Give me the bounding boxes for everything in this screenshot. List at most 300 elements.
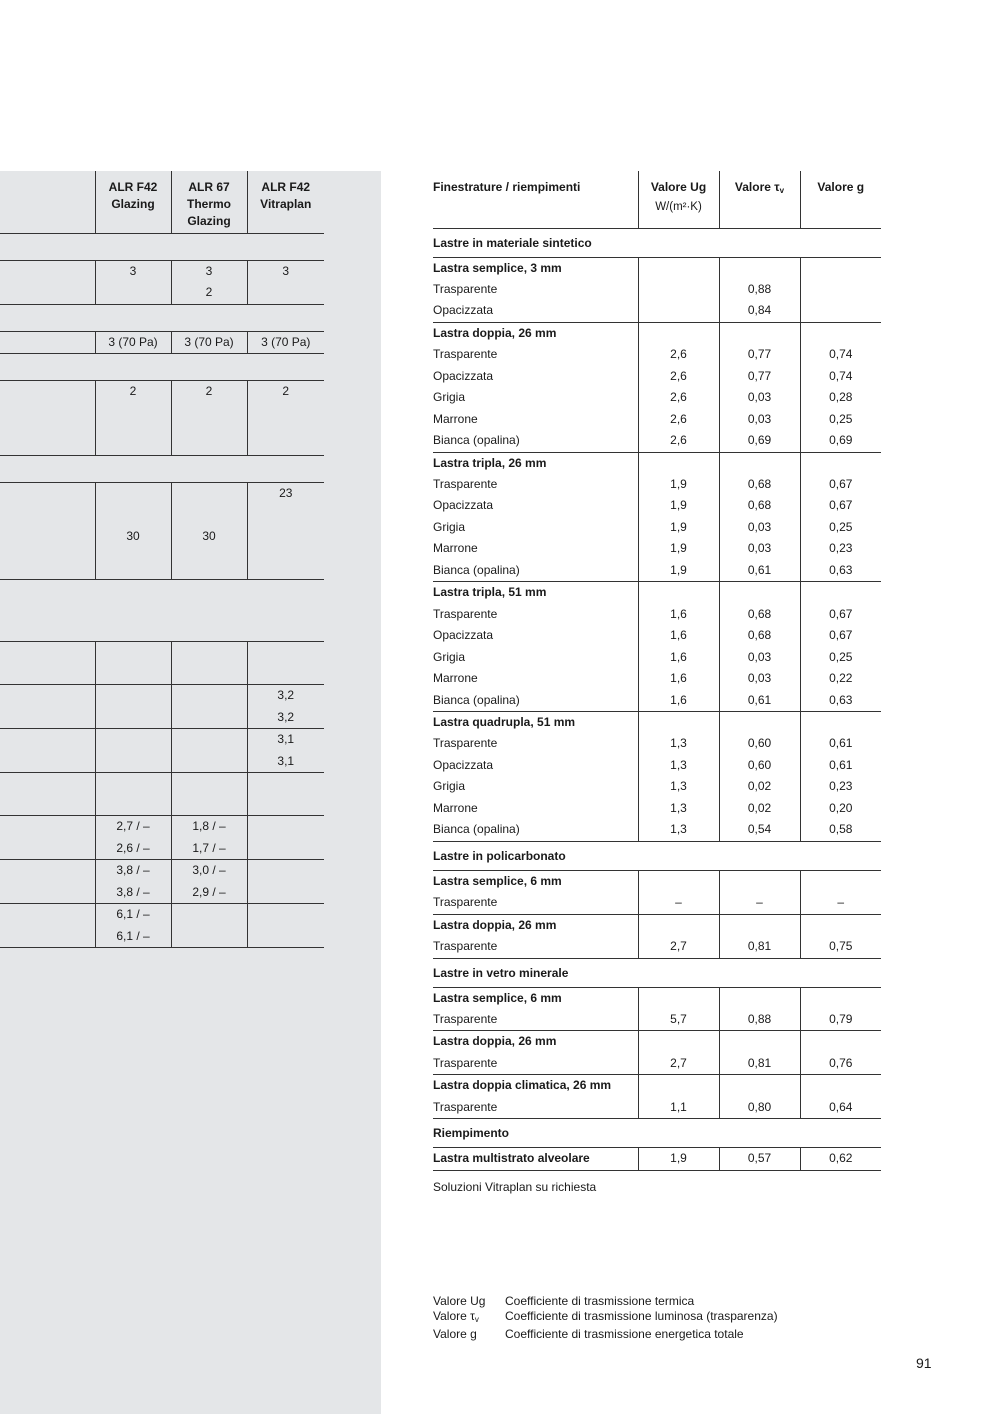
value-g: 0,74 <box>800 344 881 365</box>
left-value <box>248 816 325 838</box>
group-title: Lastra doppia, 26 mm <box>433 325 557 340</box>
empty-value-cell <box>800 1075 881 1097</box>
left-table-row <box>0 381 324 456</box>
empty-value-cell <box>719 452 800 474</box>
value-tv: 0,03 <box>719 668 800 689</box>
left-value-cell <box>95 685 171 729</box>
left-value: 3 (70 Pa) <box>108 334 158 349</box>
group-title: Lastra semplice, 3 mm <box>433 260 562 275</box>
left-value-cell <box>171 483 247 580</box>
value-tv: 0,88 <box>719 1009 800 1031</box>
table-row <box>433 819 881 841</box>
row-name: Marrone <box>433 800 478 815</box>
left-table-row <box>0 260 324 304</box>
left-value: 3,8 / – <box>116 863 150 877</box>
left-table-separator-row <box>0 456 324 483</box>
table-row <box>433 733 881 754</box>
footnote: Soluzioni Vitraplan su richiesta <box>433 1180 597 1194</box>
row-name: Marrone <box>433 411 478 426</box>
value-g: 0,63 <box>800 690 881 712</box>
left-value: 6,1 / – <box>116 928 150 943</box>
left-header-line: ALR F42 <box>261 180 311 194</box>
left-value-cell <box>95 331 171 354</box>
left-value: 3 <box>282 263 290 278</box>
value-g: 0,25 <box>800 409 881 430</box>
left-value-cell <box>247 904 324 948</box>
value-ug <box>638 300 719 322</box>
left-value-cell <box>171 685 247 729</box>
left-value-cell <box>95 381 171 456</box>
left-value-cell <box>247 685 324 729</box>
left-value <box>248 773 325 795</box>
left-label-cell <box>0 773 95 816</box>
header-tv-sub: v <box>779 186 785 195</box>
left-value: 1,8 / – <box>192 819 226 833</box>
left-table-separator-row <box>0 580 324 642</box>
row-name: Trasparente <box>433 347 498 362</box>
left-value: 3,1 <box>277 753 295 768</box>
row-name: Opacizzata <box>433 757 494 772</box>
group-title-row <box>433 1031 881 1053</box>
left-value <box>172 729 247 751</box>
table-row <box>433 279 881 300</box>
left-table-separator-row <box>0 304 324 331</box>
left-empty-cell <box>171 304 247 331</box>
row-name: Trasparente <box>433 606 498 621</box>
left-value-cell <box>171 260 247 304</box>
value-tv: 0,03 <box>719 387 800 408</box>
left-empty-cell <box>247 304 324 331</box>
left-value-cell <box>247 642 324 685</box>
empty-value-cell <box>719 257 800 279</box>
left-header-col-1 <box>95 171 171 233</box>
left-empty-cell <box>171 456 247 483</box>
section-title: Lastre in materiale sintetico <box>433 228 881 257</box>
header-ug-unit: W/(m²·K) <box>655 201 702 213</box>
empty-value-cell <box>800 1031 881 1053</box>
left-value <box>172 685 247 707</box>
empty-value-cell <box>800 914 881 936</box>
group-title: Lastra tripla, 26 mm <box>433 455 547 470</box>
legend-desc: Coefficiente di trasmissione luminosa (trasparenza) <box>505 1308 778 1323</box>
value-tv: 0,60 <box>719 755 800 776</box>
value-ug: – <box>638 892 719 914</box>
group-title: Lastra semplice, 6 mm <box>433 873 562 888</box>
table-row <box>433 936 881 958</box>
legend-row <box>433 1327 778 1342</box>
empty-value-cell <box>638 987 719 1009</box>
left-value-cell <box>95 904 171 948</box>
row-name: Trasparente <box>433 1097 638 1119</box>
table-row <box>433 1097 881 1119</box>
empty-value-cell <box>800 582 881 604</box>
legend-key <box>433 1309 505 1328</box>
left-empty-cell <box>95 580 171 642</box>
group-title: Lastra tripla, 51 mm <box>433 585 547 600</box>
header-glazing: Finestrature / riempimenti <box>433 171 638 228</box>
table-row <box>433 300 881 322</box>
left-value <box>172 483 247 505</box>
left-table-separator-row <box>0 354 324 381</box>
left-table-row <box>0 773 324 816</box>
left-header-line: Thermo <box>186 197 231 211</box>
group-title: Lastra multistrato alveolare <box>433 1148 638 1170</box>
left-value: 3,1 <box>277 732 295 746</box>
left-value: 23 <box>279 486 293 501</box>
value-g: 0,22 <box>800 668 881 689</box>
value-g: 0,67 <box>800 495 881 516</box>
empty-value-cell <box>638 452 719 474</box>
left-value <box>96 685 171 707</box>
empty-value-cell <box>800 257 881 279</box>
table-row <box>433 776 881 797</box>
group-title-row <box>433 914 881 936</box>
left-header-col-3 <box>247 171 324 233</box>
left-empty-cell <box>247 456 324 483</box>
value-ug: 1,3 <box>638 733 719 754</box>
left-value: 3,0 / – <box>192 863 226 877</box>
value-ug: 2,7 <box>638 936 719 958</box>
section-row <box>433 228 881 257</box>
empty-value-cell <box>638 1075 719 1097</box>
left-header-blank <box>0 171 95 233</box>
left-value <box>96 505 171 527</box>
value-g: – <box>800 892 881 914</box>
row-name: Bianca (opalina) <box>433 690 638 712</box>
legend-key <box>433 1327 505 1342</box>
glazing-values-table <box>433 171 881 1171</box>
row-name: Trasparente <box>433 477 498 492</box>
table-row <box>433 690 881 712</box>
empty-value-cell <box>719 712 800 734</box>
left-value: 3 (70 Pa) <box>261 334 311 349</box>
left-header-line: ALR F42 <box>108 180 158 194</box>
left-empty-cell <box>95 233 171 260</box>
left-label-cell <box>0 331 95 354</box>
table-row <box>433 625 881 646</box>
value-tv: 0,88 <box>719 279 800 300</box>
left-table-row <box>0 904 324 948</box>
value-tv: 0,03 <box>719 647 800 668</box>
value-g: 0,23 <box>800 538 881 559</box>
left-value-cell <box>95 260 171 304</box>
value-ug: 1,3 <box>638 755 719 776</box>
left-value-cell <box>247 483 324 580</box>
empty-value-cell <box>719 870 800 892</box>
section-title: Lastre in policarbonato <box>433 841 881 870</box>
left-header-line: Glazing <box>187 214 231 228</box>
value-tv: 0,68 <box>719 495 800 516</box>
left-label-cell <box>0 685 95 729</box>
empty-value-cell <box>800 452 881 474</box>
empty-value-cell <box>719 1075 800 1097</box>
empty-value-cell <box>638 582 719 604</box>
header-g: Valore g <box>800 171 881 228</box>
value-tv: 0,81 <box>719 1053 800 1075</box>
value-g: 0,67 <box>800 474 881 495</box>
row-name: Trasparente <box>433 892 638 914</box>
empty-value-cell <box>638 712 719 734</box>
row-name: Opacizzata <box>433 498 494 513</box>
value-g: 0,25 <box>800 647 881 668</box>
value-tv: 0,57 <box>719 1148 800 1170</box>
left-empty-cell <box>247 233 324 260</box>
left-table-row <box>0 483 324 580</box>
row-name: Trasparente <box>433 281 498 296</box>
table-row <box>433 892 881 914</box>
table-row <box>433 474 881 495</box>
value-g: 0,63 <box>800 560 881 582</box>
empty-value-cell <box>719 582 800 604</box>
left-table-row <box>0 860 324 904</box>
row-name: Opacizzata <box>433 628 494 643</box>
table-row <box>433 1053 881 1075</box>
row-name: Opacizzata <box>433 368 494 383</box>
left-value-cell <box>95 773 171 816</box>
group-title-row <box>433 322 881 344</box>
value-g: 0,79 <box>800 1009 881 1031</box>
left-label-cell <box>0 860 95 904</box>
legend-desc: Coefficiente di trasmissione termica <box>505 1294 695 1308</box>
left-value-cell <box>171 860 247 904</box>
left-empty-cell <box>0 233 95 260</box>
row-name: Grigia <box>433 390 466 405</box>
value-g: 0,62 <box>800 1148 881 1170</box>
legend-key-text: Valore τ <box>433 1308 475 1323</box>
table-row <box>433 430 881 452</box>
table-row <box>433 366 881 387</box>
empty-value-cell <box>719 1031 800 1053</box>
value-ug: 2,6 <box>638 344 719 365</box>
left-value: 6,1 / – <box>116 907 150 921</box>
value-ug: 1,6 <box>638 647 719 668</box>
value-ug: 5,7 <box>638 1009 719 1031</box>
group-title: Lastra quadrupla, 51 mm <box>433 715 576 730</box>
group-title: Lastra doppia, 26 mm <box>433 1034 557 1049</box>
left-label-cell <box>0 729 95 773</box>
value-tv: 0,68 <box>719 604 800 625</box>
value-ug: 1,6 <box>638 604 719 625</box>
left-table-header <box>0 171 324 233</box>
row-name: Marrone <box>433 541 478 556</box>
table-row <box>433 560 881 582</box>
left-value <box>172 904 247 926</box>
value-tv: 0,69 <box>719 430 800 452</box>
row-name: Opacizzata <box>433 300 638 322</box>
value-tv: 0,84 <box>719 300 800 322</box>
value-g: 0,76 <box>800 1053 881 1075</box>
left-value-cell <box>171 904 247 948</box>
left-empty-cell <box>171 580 247 642</box>
left-label-cell <box>0 816 95 860</box>
legend-row <box>433 1294 778 1309</box>
empty-value-cell <box>800 322 881 344</box>
left-value-cell <box>171 331 247 354</box>
value-tv: 0,03 <box>719 409 800 430</box>
group-title-row <box>433 582 881 604</box>
left-empty-cell <box>95 304 171 331</box>
header-tv-label: Valore τ <box>734 180 780 194</box>
value-g: 0,67 <box>800 625 881 646</box>
left-value: 1,7 / – <box>192 840 226 855</box>
left-empty-cell <box>171 354 247 381</box>
value-tv: 0,68 <box>719 625 800 646</box>
table-row <box>433 647 881 668</box>
value-ug: 1,9 <box>638 560 719 582</box>
left-label-cell <box>0 904 95 948</box>
value-tv: 0,03 <box>719 517 800 538</box>
value-ug: 1,9 <box>638 474 719 495</box>
left-table-row <box>0 816 324 860</box>
left-value: 30 <box>126 529 140 544</box>
value-ug: 1,6 <box>638 625 719 646</box>
table-row <box>433 495 881 516</box>
section-title: Lastre in vetro minerale <box>433 958 881 987</box>
left-value-cell <box>171 773 247 816</box>
left-value: 2,9 / – <box>192 884 226 899</box>
value-g: 0,61 <box>800 733 881 754</box>
value-ug <box>638 279 719 300</box>
row-name: Trasparente <box>433 1053 638 1075</box>
empty-value-cell <box>800 987 881 1009</box>
left-value-cell <box>95 729 171 773</box>
left-empty-cell <box>95 354 171 381</box>
row-name: Trasparente <box>433 936 638 958</box>
left-value: 3 <box>205 263 213 278</box>
value-tv: 0,81 <box>719 936 800 958</box>
table-row <box>433 755 881 776</box>
left-label-cell <box>0 260 95 304</box>
left-empty-cell <box>171 233 247 260</box>
header-tv <box>719 171 800 228</box>
group-title-row <box>433 1148 881 1170</box>
header-ug-label: Valore Ug <box>650 180 707 194</box>
empty-value-cell <box>719 322 800 344</box>
value-tv: 0,60 <box>719 733 800 754</box>
table-row <box>433 538 881 559</box>
value-g: 0,58 <box>800 819 881 841</box>
empty-value-cell <box>638 870 719 892</box>
row-name: Bianca (opalina) <box>433 819 638 841</box>
left-value: 3,2 <box>277 688 295 702</box>
left-value: 2 <box>205 384 213 398</box>
empty-value-cell <box>719 987 800 1009</box>
left-value: 3 (70 Pa) <box>184 334 234 349</box>
section-title: Riempimento <box>433 1119 881 1148</box>
left-label-cell <box>0 642 95 685</box>
value-ug: 2,6 <box>638 387 719 408</box>
left-value-cell <box>247 260 324 304</box>
value-tv: 0,80 <box>719 1097 800 1119</box>
left-value: 2 <box>282 384 290 398</box>
table-row <box>433 387 881 408</box>
page-number: 91 <box>916 1355 932 1371</box>
legend-row <box>433 1309 778 1328</box>
left-value <box>248 904 325 926</box>
value-ug: 2,6 <box>638 409 719 430</box>
row-name: Trasparente <box>433 736 498 751</box>
empty-value-cell <box>800 712 881 734</box>
value-g: 0,69 <box>800 430 881 452</box>
left-specs-table <box>0 171 324 948</box>
value-ug: 2,7 <box>638 1053 719 1075</box>
table-row <box>433 1009 881 1031</box>
left-value: 2 <box>205 285 213 299</box>
table-row <box>433 604 881 625</box>
value-ug: 1,3 <box>638 798 719 819</box>
table-row <box>433 517 881 538</box>
left-table-row <box>0 685 324 729</box>
legend-key-text: Valore Ug <box>433 1294 486 1308</box>
row-name: Bianca (opalina) <box>433 560 638 582</box>
group-title-row <box>433 257 881 279</box>
left-table-row <box>0 729 324 773</box>
left-empty-cell <box>0 580 95 642</box>
left-table-separator-row <box>0 233 324 260</box>
empty-value-cell <box>638 1031 719 1053</box>
left-label-cell <box>0 483 95 580</box>
left-value-cell <box>95 642 171 685</box>
left-value: 3,8 / – <box>116 884 150 899</box>
left-header-line: Vitraplan <box>260 197 312 211</box>
row-name: Grigia <box>433 649 466 664</box>
empty-value-cell <box>638 257 719 279</box>
left-value-cell <box>247 860 324 904</box>
table-row <box>433 344 881 365</box>
value-ug: 1,9 <box>638 538 719 559</box>
value-ug: 1,9 <box>638 495 719 516</box>
empty-value-cell <box>638 914 719 936</box>
group-title-row <box>433 712 881 734</box>
value-tv: 0,77 <box>719 344 800 365</box>
value-g <box>800 279 881 300</box>
left-value: 3,2 <box>277 709 295 724</box>
section-row <box>433 1119 881 1148</box>
left-value <box>172 773 247 795</box>
left-value <box>96 483 171 505</box>
left-table-row <box>0 642 324 685</box>
legend-key-sub: v <box>474 1314 479 1324</box>
value-tv: 0,61 <box>719 560 800 582</box>
empty-value-cell <box>800 870 881 892</box>
value-ug: 1,9 <box>638 517 719 538</box>
left-value-cell <box>171 816 247 860</box>
row-name: Trasparente <box>433 1009 638 1031</box>
value-g: 0,20 <box>800 798 881 819</box>
legend-key <box>433 1294 505 1309</box>
value-tv: 0,03 <box>719 538 800 559</box>
section-row <box>433 958 881 987</box>
value-ug: 2,6 <box>638 366 719 387</box>
left-value-cell <box>247 331 324 354</box>
left-value-cell <box>95 483 171 580</box>
left-empty-cell <box>0 304 95 331</box>
value-tv: 0,02 <box>719 798 800 819</box>
row-name: Bianca (opalina) <box>433 430 638 452</box>
left-empty-cell <box>247 580 324 642</box>
empty-value-cell <box>638 322 719 344</box>
row-name: Marrone <box>433 671 478 686</box>
left-value <box>96 773 171 795</box>
table-row <box>433 798 881 819</box>
group-title-row <box>433 452 881 474</box>
value-ug: 1,3 <box>638 819 719 841</box>
table-row <box>433 409 881 430</box>
left-value-cell <box>95 816 171 860</box>
group-title-row <box>433 987 881 1009</box>
value-g: 0,23 <box>800 776 881 797</box>
group-title-row <box>433 1075 881 1097</box>
